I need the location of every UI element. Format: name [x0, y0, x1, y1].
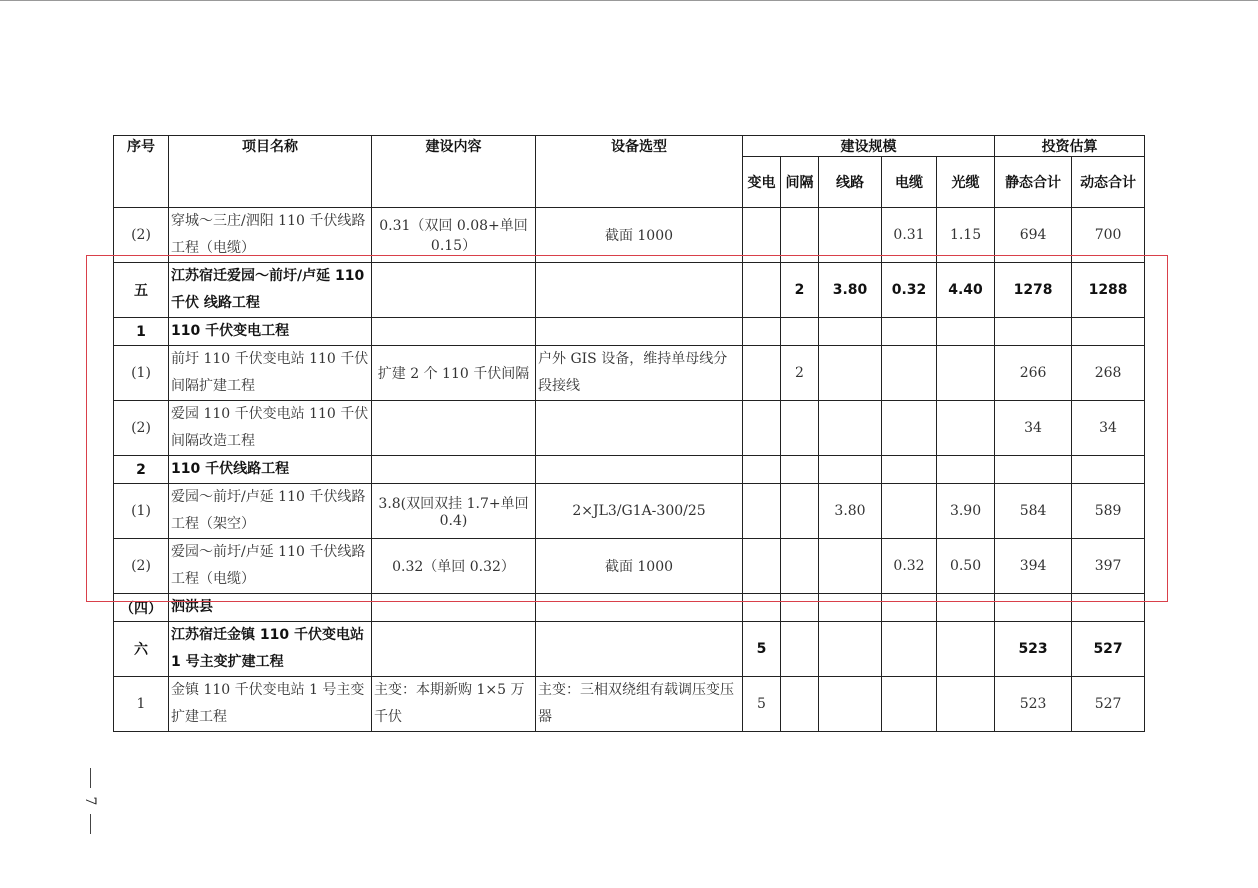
cell-dynamic-total: 589	[1072, 484, 1145, 539]
cell-line	[819, 208, 882, 263]
cell-content: 3.8(双回双挂 1.7+单回 0.4)	[372, 484, 536, 539]
cell-cable	[882, 401, 937, 456]
cell-content: 0.32（单回 0.32）	[372, 539, 536, 594]
cell-substation: 5	[743, 622, 781, 677]
cell-equipment	[536, 594, 743, 622]
cell-name: 江苏宿迁爱园～前圩/卢延 110 千伏 线路工程	[169, 263, 372, 318]
subheader-fiber: 光缆	[937, 157, 995, 208]
page-number-dash-bottom	[90, 814, 91, 834]
cell-equipment: 户外 GIS 设备，维持单母线分段接线	[536, 346, 743, 401]
table-row	[114, 401, 1145, 456]
cell-cable: 0.32	[882, 539, 937, 594]
header-invest: 投资估算	[995, 136, 1145, 157]
cell-seq: 1	[114, 318, 169, 346]
cell-cable: 0.31	[882, 208, 937, 263]
cell-substation: 5	[743, 677, 781, 732]
cell-substation	[743, 346, 781, 401]
cell-content	[372, 594, 536, 622]
cell-name: 穿城～三庄/泗阳 110 千伏线路工程（电缆）	[169, 208, 372, 263]
cell-line: 3.80	[819, 484, 882, 539]
cell-fiber	[937, 401, 995, 456]
cell-static-total: 266	[995, 346, 1072, 401]
cell-equipment	[536, 622, 743, 677]
cell-static-total	[995, 456, 1072, 484]
cell-dynamic-total: 527	[1072, 622, 1145, 677]
cell-dynamic-total	[1072, 318, 1145, 346]
cell-substation	[743, 539, 781, 594]
cell-bay	[781, 318, 819, 346]
cell-seq: (2)	[114, 208, 169, 263]
cell-bay	[781, 539, 819, 594]
cell-cable: 0.32	[882, 263, 937, 318]
cell-bay	[781, 484, 819, 539]
table-row	[114, 484, 1145, 539]
cell-name: 泗洪县	[169, 594, 372, 622]
cell-fiber	[937, 594, 995, 622]
table-row	[114, 263, 1145, 318]
cell-dynamic-total	[1072, 456, 1145, 484]
page-number-text: 7	[82, 796, 98, 806]
cell-seq: 2	[114, 456, 169, 484]
cell-bay: 2	[781, 263, 819, 318]
cell-content	[372, 456, 536, 484]
cell-static-total	[995, 318, 1072, 346]
subheader-dynamic-total: 动态合计	[1072, 157, 1145, 208]
cell-cable	[882, 677, 937, 732]
cell-equipment: 截面 1000	[536, 208, 743, 263]
cell-substation	[743, 456, 781, 484]
cell-content: 0.31（双回 0.08+单回 0.15）	[372, 208, 536, 263]
cell-fiber	[937, 346, 995, 401]
cell-equipment	[536, 263, 743, 318]
cell-bay	[781, 622, 819, 677]
cell-substation	[743, 594, 781, 622]
cell-line	[819, 346, 882, 401]
cell-content	[372, 318, 536, 346]
cell-static-total: 584	[995, 484, 1072, 539]
cell-dynamic-total: 1288	[1072, 263, 1145, 318]
page-number	[84, 768, 96, 834]
table-row	[114, 456, 1145, 484]
cell-seq: 1	[114, 677, 169, 732]
cell-name: 爱园～前圩/卢延 110 千伏线路工程（电缆）	[169, 539, 372, 594]
cell-dynamic-total: 268	[1072, 346, 1145, 401]
cell-content	[372, 401, 536, 456]
cell-cable	[882, 346, 937, 401]
cell-substation	[743, 484, 781, 539]
cell-substation	[743, 208, 781, 263]
cell-line	[819, 318, 882, 346]
cell-fiber: 1.15	[937, 208, 995, 263]
cell-equipment: 2×JL3/G1A-300/25	[536, 484, 743, 539]
cell-bay	[781, 401, 819, 456]
cell-line	[819, 677, 882, 732]
cell-seq: 六	[114, 622, 169, 677]
cell-content	[372, 263, 536, 318]
header-equipment: 设备选型	[536, 136, 743, 208]
subheader-line: 线路	[819, 157, 882, 208]
cell-static-total: 394	[995, 539, 1072, 594]
cell-equipment: 主变：三相双绕组有载调压变压器	[536, 677, 743, 732]
header-scale: 建设规模	[743, 136, 995, 157]
subheader-substation: 变电	[743, 157, 781, 208]
subheader-bay: 间隔	[781, 157, 819, 208]
cell-substation	[743, 263, 781, 318]
cell-static-total	[995, 594, 1072, 622]
table-row	[114, 346, 1145, 401]
cell-equipment	[536, 318, 743, 346]
cell-dynamic-total	[1072, 594, 1145, 622]
cell-static-total: 1278	[995, 263, 1072, 318]
cell-cable	[882, 484, 937, 539]
subheader-cable: 电缆	[882, 157, 937, 208]
cell-seq: (2)	[114, 401, 169, 456]
cell-cable	[882, 622, 937, 677]
cell-equipment: 截面 1000	[536, 539, 743, 594]
cell-name: 爱园 110 千伏变电站 110 千伏间隔改造工程	[169, 401, 372, 456]
cell-fiber	[937, 318, 995, 346]
cell-fiber: 3.90	[937, 484, 995, 539]
table-row	[114, 594, 1145, 622]
cell-line	[819, 401, 882, 456]
cell-equipment	[536, 456, 743, 484]
cell-name: 江苏宿迁金镇 110 千伏变电站 1 号主变扩建工程	[169, 622, 372, 677]
table-row	[114, 622, 1145, 677]
header-seq: 序号	[114, 136, 169, 208]
cell-fiber	[937, 677, 995, 732]
cell-substation	[743, 401, 781, 456]
cell-dynamic-total: 34	[1072, 401, 1145, 456]
cell-cable	[882, 318, 937, 346]
cell-content: 主变：本期新购 1×5 万千伏	[372, 677, 536, 732]
cell-bay	[781, 594, 819, 622]
cell-line	[819, 622, 882, 677]
cell-bay	[781, 677, 819, 732]
cell-fiber	[937, 456, 995, 484]
cell-content	[372, 622, 536, 677]
cell-fiber	[937, 622, 995, 677]
cell-name: 爱园～前圩/卢延 110 千伏线路工程（架空）	[169, 484, 372, 539]
table-row	[114, 318, 1145, 346]
header-name: 项目名称	[169, 136, 372, 208]
cell-seq: (1)	[114, 346, 169, 401]
cell-fiber: 4.40	[937, 263, 995, 318]
cell-seq: （四）	[114, 594, 169, 622]
page-top-rule	[0, 0, 1258, 1]
cell-cable	[882, 594, 937, 622]
cell-name: 金镇 110 千伏变电站 1 号主变扩建工程	[169, 677, 372, 732]
cell-static-total: 694	[995, 208, 1072, 263]
cell-bay: 2	[781, 346, 819, 401]
cell-line	[819, 594, 882, 622]
cell-static-total: 34	[995, 401, 1072, 456]
cell-cable	[882, 456, 937, 484]
table-row	[114, 208, 1145, 263]
cell-dynamic-total: 397	[1072, 539, 1145, 594]
header-content: 建设内容	[372, 136, 536, 208]
table-row	[114, 539, 1145, 594]
cell-bay	[781, 456, 819, 484]
subheader-static-total: 静态合计	[995, 157, 1072, 208]
cell-seq: 五	[114, 263, 169, 318]
cell-fiber: 0.50	[937, 539, 995, 594]
cell-name: 前圩 110 千伏变电站 110 千伏间隔扩建工程	[169, 346, 372, 401]
cell-static-total: 523	[995, 677, 1072, 732]
cell-line	[819, 539, 882, 594]
cell-substation	[743, 318, 781, 346]
investment-table	[113, 135, 1145, 732]
cell-line: 3.80	[819, 263, 882, 318]
cell-static-total: 523	[995, 622, 1072, 677]
cell-content: 扩建 2 个 110 千伏间隔	[372, 346, 536, 401]
cell-seq: (2)	[114, 539, 169, 594]
cell-bay	[781, 208, 819, 263]
cell-equipment	[536, 401, 743, 456]
table-row	[114, 677, 1145, 732]
cell-dynamic-total: 527	[1072, 677, 1145, 732]
cell-name: 110 千伏线路工程	[169, 456, 372, 484]
page-number-dash-top	[90, 768, 91, 788]
cell-seq: (1)	[114, 484, 169, 539]
cell-name: 110 千伏变电工程	[169, 318, 372, 346]
cell-dynamic-total: 700	[1072, 208, 1145, 263]
cell-line	[819, 456, 882, 484]
